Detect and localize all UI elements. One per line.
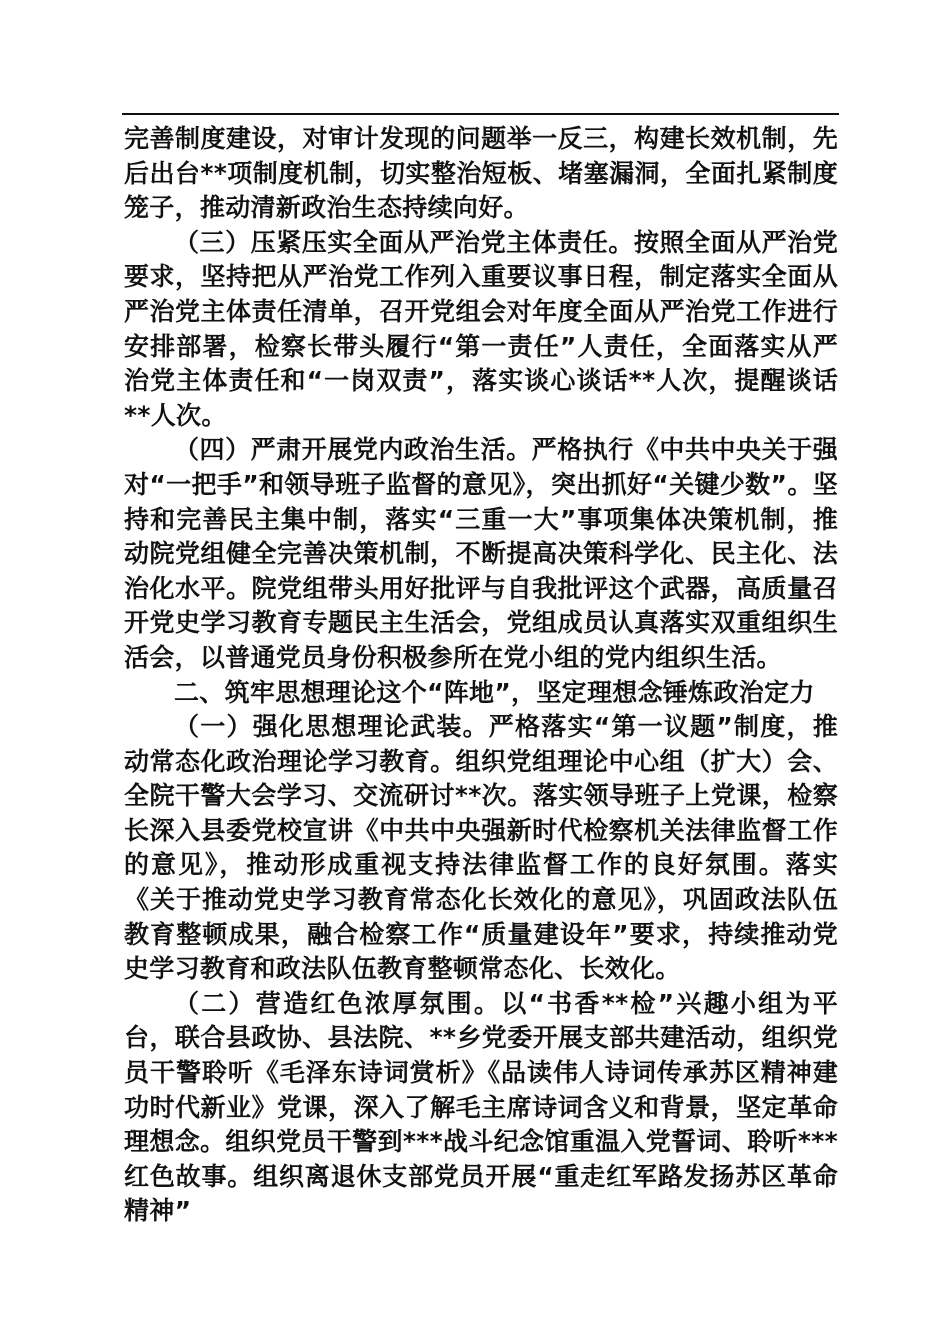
document-body	[124, 122, 838, 1229]
paragraph-section-3-responsibility: （三）压紧压实全面从严治党主体责任。按照全面从严治党要求，坚持把从严治党工作列入重要议事日程，制定落实全面从严治党主体责任清单，召开党组会对年度全面从严治党工作进行安排部署，检察长带头履行“第一责任”人责任，全面落实从严治党主体责任和“一岗双责”，落实谈心谈话**人次，提醒谈话**人次。	[124, 227, 838, 430]
paragraph-subsection-2-red-atmosphere: （二）营造红色浓厚氛围。以“书香**检”兴趣小组为平台，联合县政协、县法院、**乡党委开展支部共建活动，组织党员干警聆听《毛泽东诗词赏析》《品读伟人诗词传承苏区精神建功时代新业》党课，深入了解毛主席诗词含义和背景，坚定革命理想念。组织党员干警到***战斗纪念馆重温入党誓词、聆听***红色故事。组织离退休支部党员开展“重走红军路发扬苏区革命精神”	[124, 988, 838, 1226]
paragraph-subsection-1-theory: （一）强化思想理论武装。严格落实“第一议题”制度，推动常态化政治理论学习教育。组织党组理论中心组（扩大）会、全院干警大会学习、交流研讨**次。落实领导班子上党课，检察长深入县委党校宣讲《中共中央强新时代检察机关法律监督工作的意见》，推动形成重视支持法律监督工作的良好氛围。落实《关于推动党史学习教育常态化长效化的意见》，巩固政法队伍教育整顿成果，融合检察工作“质量建设年”要求，持续推动党史学习教育和政法队伍教育整顿常态化、长效化。	[124, 712, 838, 984]
section-heading-2-ideology: 二、筑牢思想理论这个“阵地”，坚定理想念锤炼政治定力	[174, 677, 815, 707]
paragraph-institution-building: 完善制度建设，对审计发现的问题举一反三，构建长效机制，先后出台**项制度机制，切实整治短板、堵塞漏洞，全面扎紧制度笼子，推动清新政治生态持续向好。	[124, 124, 838, 223]
header-rule	[122, 113, 839, 115]
paragraph-section-4-political-life: （四）严肃开展党内政治生活。严格执行《中共中央关于强对“一把手”和领导班子监督的意见》，突出抓好“关键少数”。坚持和完善民主集中制，落实“三重一大”事项集体决策机制，推动院党组健全完善决策机制，不断提高决策科学化、民主化、法治化水平。院党组带头用好批评与自我批评这个武器，高质量召开党史学习教育专题民主生活会，党组成员认真落实双重组织生活会，以普通党员身份积极参所在党小组的党内组织生活。	[124, 435, 838, 672]
